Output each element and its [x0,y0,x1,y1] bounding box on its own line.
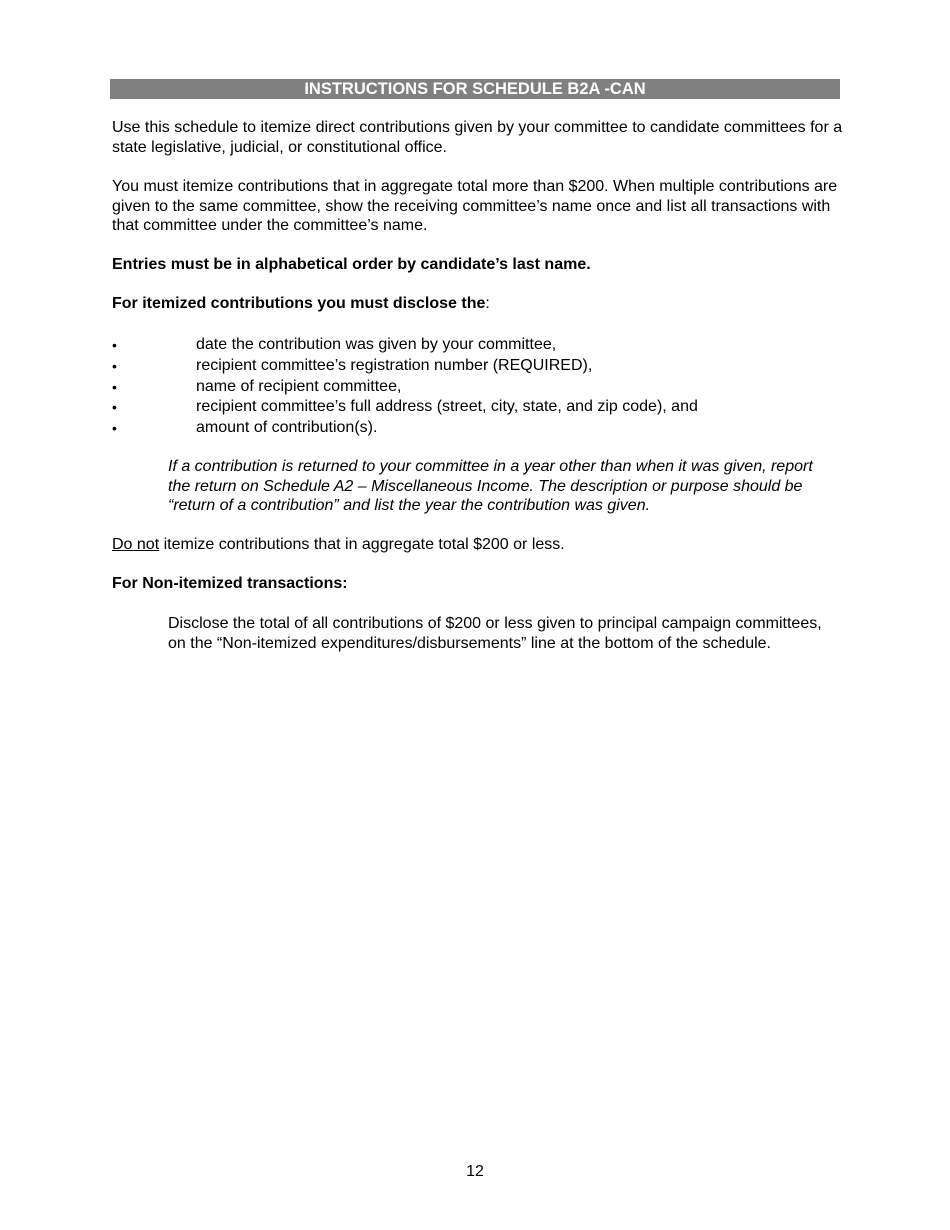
do-not-itemize-paragraph [112,535,852,555]
disclose-heading [112,294,852,314]
disclose-heading-label: For itemized contributions you must disclose the [112,295,486,312]
non-itemized-paragraph: Disclose the total of all contributions of $200 or less given to principal campaign committees, on the “Non-itemized expenditures/disbursements” line at the bottom of the schedule. [168,615,822,652]
disclosure-list [112,335,852,439]
bullet-icon: • [112,357,117,374]
disclose-heading-colon: : [485,295,490,312]
alphabetical-order-rule: Entries must be in alphabetical order by candidate’s last name. [112,256,591,273]
list-item [112,335,852,356]
section-title-bar [110,79,840,99]
bullet-icon: • [112,378,117,395]
do-not-emphasis: Do not [112,536,160,553]
list-item [112,418,852,439]
list-item-text: name of recipient committee, [196,377,402,395]
non-itemized-heading: For Non-itemized transactions: [112,575,348,592]
list-item-text: recipient committee’s registration number (REQUIRED), [196,356,593,374]
returned-contribution-note: If a contribution is returned to your committee in a year other than when it was given, report the return on Schedule A2 – Miscellaneous Income. The description or purpose should be “return of a contribution” and list the year the contribution was given. [168,458,813,514]
list-item-text: amount of contribution(s). [196,419,378,437]
bullet-icon: • [112,420,117,437]
list-item [112,377,852,398]
page-number: 12 [466,1163,484,1180]
bullet-icon: • [112,337,117,353]
do-not-itemize-text: itemize contributions that in aggregate total $200 or less. [159,536,565,553]
intro-paragraph: Use this schedule to itemize direct contributions given by your committee to candidate committees for a state legislative, judicial, or constitutional office. [112,119,843,156]
list-item-text: date the contribution was given by your committee, [196,336,557,353]
list-item [112,397,852,418]
list-item-text: recipient committee’s full address (street, city, state, and zip code), and [196,398,698,416]
itemize-rule-paragraph: You must itemize contributions that in aggregate total more than $200. When multiple contributions are given to the same committee, show the receiving committee’s name once and list all transactions with that committee under the committee’s name. [112,178,838,234]
bullet-icon: • [112,399,117,416]
list-item [112,356,852,377]
section-title: INSTRUCTIONS FOR SCHEDULE B2A -CAN [304,80,646,98]
